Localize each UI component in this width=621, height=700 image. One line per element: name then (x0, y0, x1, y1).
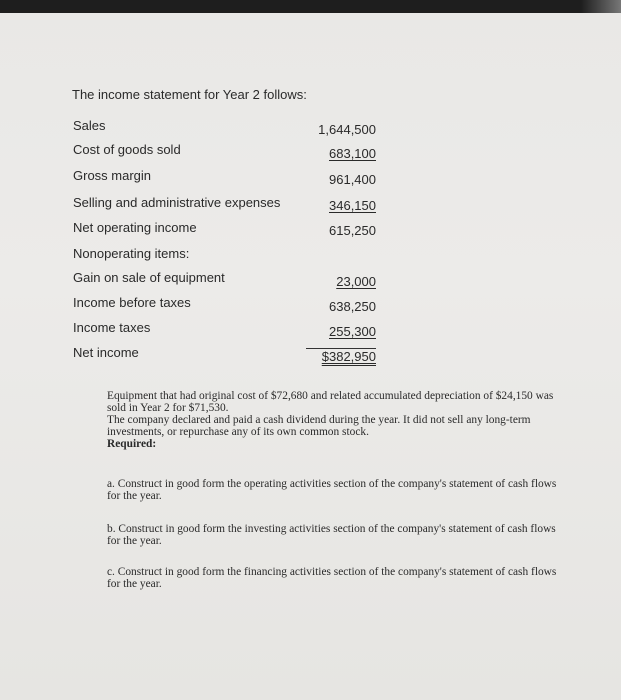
row-label-nonoperating-items: Nonoperating items: (73, 246, 190, 261)
row-value-cogs: 683,100 (329, 146, 376, 161)
row-label-net-income: Net income (73, 345, 139, 360)
row-label-selling-admin: Selling and administrative expenses (73, 195, 281, 210)
row-value-sales: 1,644,500 (318, 122, 376, 137)
requirement-a: a. Construct in good form the operating activities section of the company's statement of cash flows for the year. (107, 478, 557, 502)
requirement-b: b. Construct in good form the investing activities section of the company's statement of cash flows for the year. (107, 523, 556, 547)
document-page (0, 13, 621, 700)
row-value-net-income: $382,950 (306, 348, 376, 364)
income-statement-intro: The income statement for Year 2 follows: (72, 87, 307, 102)
row-value-net-operating-income: 615,250 (329, 223, 376, 238)
equipment-note: Equipment that had original cost of $72,680 and related accumulated depreciation of $24,150 was sold in Year 2 for $71,530. (107, 390, 554, 414)
top-edge-shade (581, 0, 621, 13)
row-value-gross-margin: 961,400 (329, 172, 376, 187)
notes-block (107, 390, 557, 450)
row-label-gain-on-sale: Gain on sale of equipment (73, 270, 225, 285)
row-label-cogs: Cost of goods sold (73, 142, 181, 157)
row-label-net-operating-income: Net operating income (73, 220, 197, 235)
row-label-income-before-taxes: Income before taxes (73, 295, 191, 310)
requirement-c: c. Construct in good form the financing activities section of the company's statement of cash flows for the year. (107, 566, 557, 590)
row-value-selling-admin: 346,150 (329, 198, 376, 213)
top-edge-bar (0, 0, 621, 13)
required-label: Required: (107, 438, 157, 450)
dividend-note: The company declared and paid a cash dividend during the year. It did not sell any long-term investments, or repurchase any of its own common stock. (107, 414, 531, 438)
row-label-income-taxes: Income taxes (73, 320, 151, 335)
row-label-sales: Sales (73, 118, 106, 133)
row-value-income-before-taxes: 638,250 (329, 299, 376, 314)
row-label-gross-margin: Gross margin (73, 168, 152, 183)
row-value-gain-on-sale: 23,000 (336, 274, 376, 289)
row-value-income-taxes: 255,300 (329, 324, 376, 339)
